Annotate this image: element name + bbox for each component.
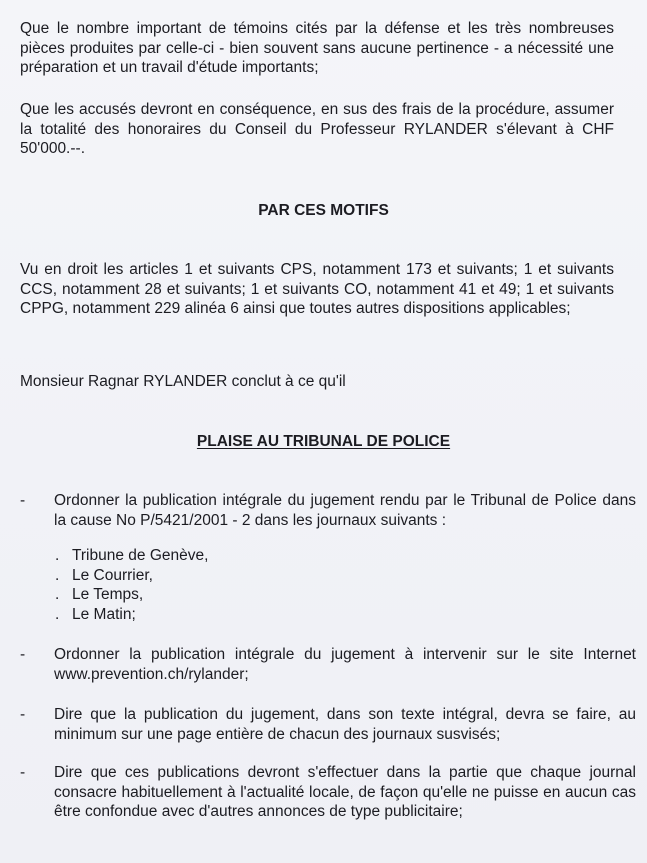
journal-item	[55, 546, 355, 566]
list-item-text: Dire que ces publications devront s'effectuer dans la partie que chaque journal consacre habituellement à l'actualité locale, de façon qu'elle ne puisse en aucun cas être confondue avec d'autres annonces de type publicitaire;	[54, 764, 636, 820]
journal-item	[55, 585, 355, 605]
list-item-text: Dire que la publication du jugement, dans son texte intégral, devra se faire, au minimum sur une page entière de chacun des journaux susvisés;	[54, 706, 636, 743]
journal-item	[55, 605, 355, 625]
heading-plaise-au-tribunal-text: PLAISE AU TRIBUNAL DE POLICE	[196, 433, 451, 450]
bullet-marker: .	[55, 547, 60, 564]
journal-name: Le Temps,	[72, 586, 144, 603]
journal-name: Le Courrier,	[72, 566, 153, 584]
paragraph-temoins: Que le nombre important de témoins cités par la défense et les très nombreuses pièces produites par celle-ci - bien souvent sans aucune pertinence - a nécessité une préparation et un travail d'étude importants;	[20, 20, 614, 76]
bullet-marker: .	[55, 586, 60, 603]
paragraph-vu-en-droit: Vu en droit les articles 1 et suivants CPS, notamment 173 et suivants; 1 et suivants CCS, notamment 28 et suivants; 1 et suivants CO, notamment 41 et 49; 1 et suivants CPPG, notamment 229 alinéa 6 ainsi que toutes autres dispositions applicables;	[20, 261, 614, 317]
dash-marker: -	[20, 492, 26, 509]
list-item-text: Ordonner la publication intégrale du jugement à intervenir sur le site Internet www.prevention.ch/rylander;	[54, 646, 636, 683]
bullet-marker: .	[55, 605, 60, 623]
journal-name: Le Matin;	[72, 605, 136, 623]
paragraph-conclusion: Monsieur Ragnar RYLANDER conclut à ce qu'il	[20, 373, 346, 390]
list-item-text: Ordonner la publication intégrale du jugement rendu par le Tribunal de Police dans la cause No P/5421/2001 - 2 dans les journaux suivants :	[54, 492, 636, 529]
dash-marker: -	[20, 764, 26, 781]
bullet-marker: .	[55, 566, 60, 584]
journal-name: Tribune de Genève,	[72, 547, 209, 564]
dash-marker: -	[20, 706, 26, 723]
heading-par-ces-motifs: PAR CES MOTIFS	[258, 202, 389, 219]
journal-item	[55, 566, 355, 586]
journaux-list	[55, 546, 355, 624]
dash-marker: -	[20, 646, 26, 663]
paragraph-honoraires: Que les accusés devront en conséquence, en sus des frais de la procédure, assumer la totalité des honoraires du Conseil du Professeur RYLANDER s'élevant à CHF 50'000.--.	[20, 101, 614, 157]
heading-plaise-au-tribunal	[0, 432, 647, 451]
